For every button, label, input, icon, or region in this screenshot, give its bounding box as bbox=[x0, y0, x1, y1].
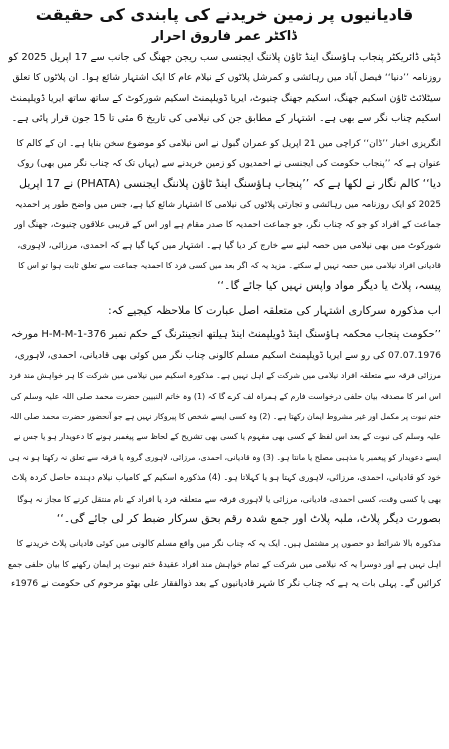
text-line: مرزائی فرقہ سے متعلقہ افراد نیلامی میں شرکت کے اہل نہیں ہے۔ مذکورہ اسکیم میں نیلامی میں شرکت کا ہر خواہش مند فرد bbox=[9, 371, 441, 381]
quoted-ad-text bbox=[8, 325, 441, 529]
article-author: ڈاکٹر عمر فاروق احرار bbox=[152, 29, 297, 44]
text-line: اس امر کا مصدقہ بیان حلفی درخواست فارم کے ہمراہ لف کرے گا کہ (1) وہ خاتم النبیین حضرت محمد صلی اللہ علیہ وسلم کی bbox=[10, 391, 441, 401]
text-line: کرائیں گے۔ پہلی بات یہ ہے کہ چناب نگر کا شہر قادیانیوں کے بعد ذوالفقار علی بھٹو مرحوم کی حکومت نے 1976ء bbox=[10, 579, 441, 590]
text-line: شورکوٹ میں بھی نیلامی میں حصہ لینے سے خارج کر دیا گیا ہے۔ اشتہار میں کہا گیا ہے کہ احمدی، مرزائی، لاہوری، bbox=[17, 240, 441, 251]
paragraph-2 bbox=[8, 134, 441, 297]
text-line: ’’حکومت پنجاب محکمہ ہاؤسنگ اینڈ ڈویلپمنٹ اینڈ ہیلتھ انجینئرنگ کے حکم نمبر 376-H-M-M-1 مورخہ bbox=[10, 329, 441, 341]
text-line: انگریزی اخبار ’’ڈان‘‘ کراچی میں 21 اپریل کو عمران گبول نے اس نیلامی کو موضوع سخن بنایا ہے۔ ان کے کالم کا bbox=[16, 138, 441, 149]
text-line: بصورت دیگر پلاٹ، ملبہ پلاٹ اور جمع شدہ رقم بحق سرکار ضبط کر لی جائے گی۔‘‘ bbox=[56, 511, 441, 525]
text-line: 07.07.1976 کی رو سے ایریا ڈویلپمنٹ اسکیم مسلم کالونی چناب نگر میں کوئی بھی قادیانی، احمدی، لاہوری، bbox=[14, 349, 441, 361]
text-line: اب مذکورہ سرکاری اشتہار کی متعلقہ اصل عبارت کا ملاحظہ کیجیے کہ: bbox=[107, 303, 441, 317]
text-line: اسکیم چناب نگر سے بھی ہے۔ اشتہار کے مطابق جن کی نیلامی کی تاریخ 6 مئی تا 15 جون قرار پائی ہے۔ bbox=[11, 113, 441, 125]
text-line: مذکورہ بالا شرائط دو حصوں پر مشتمل ہیں۔ ایک یہ کہ چناب نگر میں واقع مسلم کالونی میں کوئی قادیانی پلاٹ خریدنے کا bbox=[16, 538, 441, 549]
paragraph-1 bbox=[8, 48, 441, 130]
text-line: ڈپٹی ڈائریکٹر پنجاب ہاؤسنگ اینڈ ٹاؤن پلاننگ ایجنسی سب ریجن جھنگ کی جانب سے 17 اپریل 2025 کو bbox=[8, 52, 441, 63]
text-line: قادیانی افراد نیلامی میں حصہ نہیں لے سکتے۔ مزید یہ کہ اگر بعد میں کسی فرد کا احمدیہ جماعت سے تعلق ثابت ہوا تو اس کا bbox=[18, 261, 441, 271]
text-line: جماعت کے افراد کو جو کہ چناب نگر، جو جماعت احمدیہ کا صدر مقام ہے اور اس کے قریبی علاقوں چنیوٹ، جھنگ اور bbox=[14, 220, 441, 231]
text-line: اہل نہیں ہے اور دوسرا یہ کہ نیلامی میں شرکت کے تمام خواہش مند افراد عقیدۂ ختم نبوت پر ایمان رکھنے کا بیان حلفی جمع bbox=[8, 558, 441, 569]
text-line: عنوان ہے کہ ’’پنجاب حکومت کی ایجنسی نے احمدیوں کو زمین خریدنے سے (یہاں تک کہ چناب نگر میں بھی) روک bbox=[17, 159, 441, 170]
text-line: سیٹلائٹ ٹاؤن اسکیم جھنگ، اسکیم جھنگ چنیوٹ، ایریا ڈویلپمنٹ اسکیم شورکوٹ کے ساتھ ساتھ ایریا ڈویلپمنٹ bbox=[9, 92, 441, 104]
text-line: پیسہ، پلاٹ یا دیگر مواد واپس نہیں کیا جائے گا۔‘‘ bbox=[217, 279, 441, 293]
text-line: خود کو قادیانی، احمدی، مرزائی، لاہوری کہتا ہو یا کہلاتا ہو۔ (4) مذکورہ اسکیم کے کامیاب نیلام دہندہ حاصل کردہ پلاٹ bbox=[11, 473, 441, 484]
text-line: بھی یا کسی وقت، کسی احمدی، قادیانی، مرزائی یا لاہوری فرقہ سے متعلقہ فرد یا افراد کے نام منتقل کرنے کا مجاز نہ ہوگا bbox=[17, 493, 441, 504]
text-line: روزنامہ ’’دنیا‘‘ فیصل آباد میں رہائشی و کمرشل پلاٹوں کے نیلام عام کا ایک اشتہار شائع ہوا۔ ان پلاٹوں کا تعلق bbox=[12, 72, 441, 84]
text-line: ختم نبوت پر مکمل اور غیر مشروط ایمان رکھتا ہے۔ (2) وہ کسی ایسے شخص کا پیروکار نہیں ہے جو آنحضور حضرت محمد صلی اللہ bbox=[9, 411, 441, 421]
article-title: قادیانیوں پر زمین خریدنے کی پابندی کی حقیقت bbox=[35, 5, 414, 24]
paragraph-3 bbox=[8, 301, 441, 321]
text-line: علیہ وسلم کی نبوت کے بعد اس لفظ کے کسی بھی مفہوم یا کسی بھی تشریح کے لحاظ سے پیغمبر ہونے کا دعویدار ہو یا جس نے bbox=[13, 432, 441, 442]
text-line: دیا‘‘ کالم نگار نے لکھا ہے کہ ’’پنجاب ہاؤسنگ اینڈ ٹاؤن پلاننگ ایجنسی (PHATA) نے 17 اپریل bbox=[19, 177, 441, 191]
paragraph-5 bbox=[8, 533, 441, 594]
text-line: ایسے دعویدار کو پیغمبر یا مذہبی مصلح یا مانتا ہو۔ (3) وہ قادیانی، احمدی، مرزائی، لاہوری گروہ یا فرقہ سے تعلق نہ رکھتا ہو نہ ہی bbox=[8, 452, 441, 462]
text-line: 2025 کو ایک روزنامہ میں رہائشی و تجارتی پلاٹوں کی نیلامی کا اشتہار شائع کیا ہے، جس میں واضح طور پر احمدیہ bbox=[14, 199, 441, 210]
